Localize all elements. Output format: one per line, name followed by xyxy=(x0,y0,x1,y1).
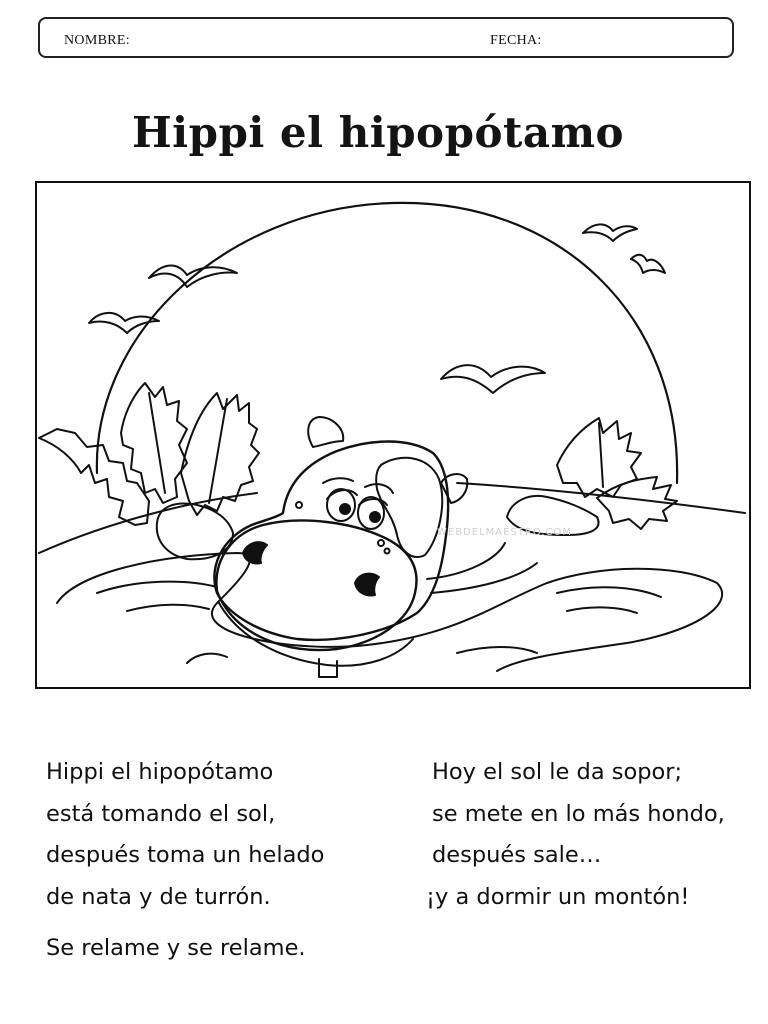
hippo-freckle xyxy=(385,549,390,554)
ripple xyxy=(567,607,637,613)
ripple xyxy=(187,654,227,663)
hippo-ear xyxy=(308,417,343,447)
hippo-freckle xyxy=(378,540,384,546)
page-title: Hippi el hipopótamo xyxy=(131,108,625,157)
poem-right-stanza xyxy=(426,752,725,918)
poem-line: ¡y a dormir un montón! xyxy=(426,883,690,910)
hippo-pupil xyxy=(340,504,350,514)
hippo-spot xyxy=(376,458,442,557)
hippo-nostril xyxy=(243,542,267,563)
poem-closing-line: Se relame y se relame. xyxy=(46,935,306,961)
bird xyxy=(583,224,637,241)
name-date-box xyxy=(38,17,734,58)
poem-left-stanza xyxy=(46,752,324,918)
hippo-tooth xyxy=(319,659,337,677)
leaf xyxy=(121,383,187,503)
ripple xyxy=(457,647,537,653)
bird xyxy=(631,255,665,273)
hippo-brow xyxy=(365,484,393,493)
poem-line: de nata y de turrón. xyxy=(46,883,271,910)
hippo-brow xyxy=(323,478,353,483)
date-label: FECHA: xyxy=(490,33,542,48)
leaf-vein xyxy=(149,393,165,493)
hippo-snout xyxy=(216,521,416,651)
hippo-pupil xyxy=(370,512,380,522)
poem-line: se mete en lo más hondo, xyxy=(432,800,725,827)
ripple xyxy=(557,587,661,597)
ripple xyxy=(127,605,209,611)
poem-line: después sale… xyxy=(432,842,602,868)
leaf-vein xyxy=(209,399,227,503)
watermark: WEBDELMAESTRO.COM xyxy=(437,527,572,538)
hippo-freckle xyxy=(296,502,302,508)
coloring-illustration xyxy=(35,181,751,689)
leaf xyxy=(181,393,259,515)
ripple xyxy=(97,582,217,593)
pond xyxy=(57,553,722,671)
poem-line: está tomando el sol, xyxy=(46,800,276,827)
poem-line: Hoy el sol le da sopor; xyxy=(432,759,683,785)
hippo-jaw xyxy=(219,603,413,666)
leaf xyxy=(39,429,149,525)
poem-line: después toma un helado xyxy=(46,842,325,868)
name-label: NOMBRE: xyxy=(64,33,130,48)
bird xyxy=(441,365,545,393)
ripple xyxy=(431,563,537,593)
poem-line: Hippi el hipopótamo xyxy=(46,759,274,785)
hippo-nostril xyxy=(355,574,379,596)
